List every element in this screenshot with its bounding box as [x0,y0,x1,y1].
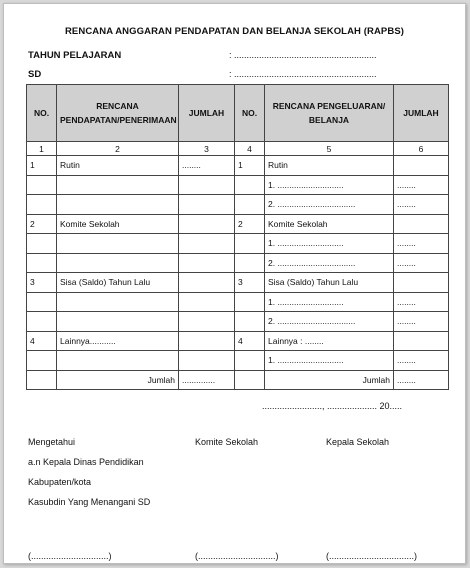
table-cell [27,195,57,215]
meta-label-sd: SD [28,69,42,80]
total-label: Jumlah [57,370,179,389]
table-cell: Komite Sekolah [57,214,179,234]
table-row [27,253,449,273]
table-cell: Rutin [265,156,394,176]
table-cell [57,253,179,273]
col-number: 4 [235,142,265,156]
table-cell: Sisa (Saldo) Tahun Lalu [265,273,394,293]
meta-label-tahun: TAHUN PELAJARAN [28,50,122,61]
table-cell [179,175,235,195]
table-row [27,312,449,332]
table-cell [27,253,57,273]
col-number: 1 [27,142,57,156]
table-cell [235,253,265,273]
meta-value-sd: : ......................................................... [229,69,377,79]
sig-mengetahui: Mengetahui [28,437,76,447]
header-no: NO. [27,85,57,142]
table-cell: 3 [235,273,265,293]
header-rencana-pengeluaran: RENCANA PENGELUARAN/ BELANJA [265,85,394,142]
table-cell [179,351,235,371]
table-cell: ........ [394,351,449,371]
table-cell [394,214,449,234]
table-cell [179,195,235,215]
header-jumlah-2: JUMLAH [394,85,449,142]
col-number: 6 [394,142,449,156]
table-row [27,214,449,234]
table-cell [57,351,179,371]
table-cell [394,273,449,293]
total-value: .............. [179,370,235,389]
table-cell [179,273,235,293]
rapbs-table [26,84,449,390]
table-cell [57,234,179,254]
table-cell: 2 [235,214,265,234]
sig-line-1: a.n Kepala Dinas Pendidikan [28,457,144,467]
table-cell [235,175,265,195]
table-header-row [27,85,449,142]
table-cell [57,195,179,215]
table-cell [179,312,235,332]
table-cell: Komite Sekolah [265,214,394,234]
table-cell: 1. ............................ [265,292,394,312]
table-row [27,195,449,215]
table-cell [179,331,235,351]
table-cell: 4 [235,331,265,351]
date-line: ........................, .................... 20..... [262,401,403,411]
table-cell [235,195,265,215]
table-cell [27,234,57,254]
table-row [27,156,449,176]
header-jumlah: JUMLAH [179,85,235,142]
sig-blank-2: (...............................) [195,551,279,561]
table-cell [57,175,179,195]
table-cell [27,312,57,332]
table-cell [179,234,235,254]
table-cell: 1 [235,156,265,176]
table-cell: ........ [394,292,449,312]
table-cell: Lainnya........... [57,331,179,351]
table-cell [235,292,265,312]
sig-line-2: Kabupaten/kota [28,477,92,487]
table-cell: 1. ............................ [265,175,394,195]
table-cell: ........ [394,253,449,273]
table-cell: 3 [27,273,57,293]
sig-komite: Komite Sekolah [195,437,259,447]
table-cell: 1. ............................ [265,234,394,254]
table-row [27,292,449,312]
table-cell: ........ [394,195,449,215]
table-row [27,331,449,351]
table-cell: 2. ................................. [265,312,394,332]
table-cell [27,175,57,195]
table-cell [57,292,179,312]
table-cell: ........ [394,234,449,254]
table-cell: 1 [27,156,57,176]
table-cell [179,214,235,234]
table-cell [235,351,265,371]
column-number-row [27,142,449,156]
table-cell: 2. ................................. [265,253,394,273]
table-cell [57,312,179,332]
table-row [27,234,449,254]
total-row [27,370,449,389]
header-rencana-pendapatan: RENCANA PENDAPATAN/PENERIMAAN [57,85,179,142]
total-label-2: Jumlah [265,370,394,389]
table-cell: 2 [27,214,57,234]
table-cell: ........ [179,156,235,176]
table-row [27,273,449,293]
table-cell: 1. ............................ [265,351,394,371]
col-number: 2 [57,142,179,156]
col-number: 5 [265,142,394,156]
table-cell: 2. ................................. [265,195,394,215]
table-cell [235,312,265,332]
table-cell: ........ [394,312,449,332]
total-value-2: ........ [394,370,449,389]
table-row [27,175,449,195]
sig-line-3: Kasubdin Yang Menangani SD [28,497,151,507]
table-cell: 4 [27,331,57,351]
table-cell: Rutin [57,156,179,176]
table-cell [179,292,235,312]
table-cell [394,156,449,176]
meta-value-tahun: : ......................................................... [229,50,377,60]
table-row [27,351,449,371]
document-page [3,3,466,564]
table-cell [235,234,265,254]
sig-blank-3: (..................................) [326,551,418,561]
sig-kepala: Kepala Sekolah [326,437,390,447]
document-title: RENCANA ANGGARAN PENDAPATAN DAN BELANJA SEKOLAH (RAPBS) [64,26,405,37]
sig-blank-1: (...............................) [28,551,112,561]
table-cell [27,292,57,312]
table-cell: Sisa (Saldo) Tahun Lalu [57,273,179,293]
table-cell [394,331,449,351]
col-number: 3 [179,142,235,156]
header-no-2: NO. [235,85,265,142]
table-cell: ........ [394,175,449,195]
table-cell: Lainnya : ........ [265,331,394,351]
table-cell [179,253,235,273]
table-cell [27,351,57,371]
